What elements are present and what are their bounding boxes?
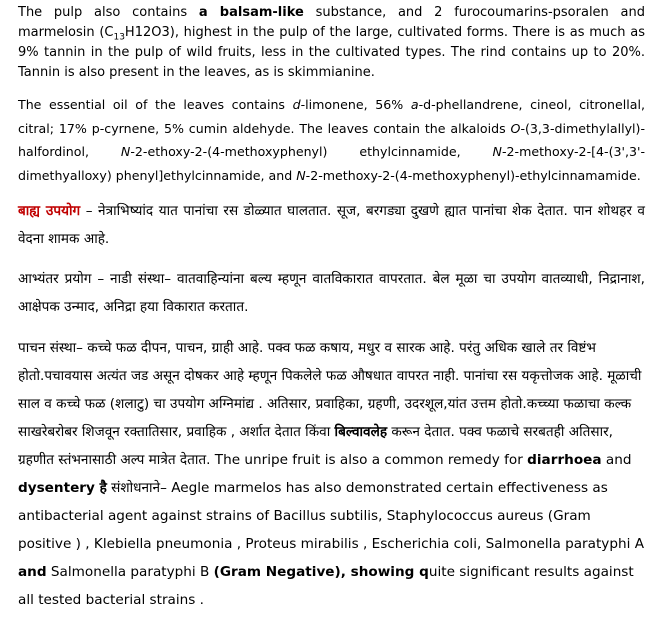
text: पाचन संस्था– कच्चे फळ दीपन, पाचन, ग्राही आहे. पक्व फळ कषाय, मधुर व सारक आहे. परंतु अधिक खाले तर विष्टंभ होतो.पचावयास अत्यंत जड असून दोषकर आहे म्हणून पिकलेले फळ औषधात वापरत नाही. पानांचा रस यकृत्तोजक आहे. मूळाची साल व कच्चे फळ (शलाटु) चा उपयोग अग्निमांद्य . अतिसार, प्रवाहिका, ग्रहणी, उदरशूल,यांत उत्तम होतो.कच्च्या फळाचा कल्क साखरेबरोबर शिजवून रक्तातिसार, प्रवाहिक , अर्शात देतात किंवा	[18, 340, 642, 440]
bold-text: (Gram Negative), showing q	[213, 564, 429, 580]
text: -2-ethoxy-2-(4-methoxyphenyl) ethylcinnamide,	[130, 144, 493, 159]
paragraph-pulp	[18, 3, 645, 83]
italic-text: N	[120, 144, 131, 159]
text: -2-methoxy-2-[4-(3',3'-dimethyalloxy) phenyl]ethylcinnamide, and	[18, 144, 645, 183]
text: H12O3), highest in the pulp of the large, cultivated forms. There is as much as 9% tannin in the pulp of wild fruits, less in the cultivated types. The rind contains up to 20%. Tannin is also present in the leaves, as is skimmianine.	[18, 25, 645, 80]
bold-text: dysentery है	[18, 480, 107, 496]
italic-text: d	[292, 97, 301, 112]
text: -2-methoxy-2-(4-methoxyphenyl)-ethylcinnamamide.	[305, 167, 641, 183]
section-heading: बाह्य उपयोग	[18, 203, 81, 219]
italic-text: O	[510, 120, 521, 136]
bold-text: diarrhoea	[527, 452, 602, 468]
italic-text: N	[296, 167, 306, 183]
text: संशोधनाने– Aegle marmelos has also demonstrated certain effectiveness as antibacterial agent against strains of Bacillus subtilis, Staphylococcus aureus (Gram positive ) , Klebiella pneumonia , Proteus mirabilis , Escherichia coli, Salmonella paratyphi A	[18, 480, 644, 552]
text: The pulp also contains	[18, 5, 199, 20]
text: Salmonella paratyphi B	[46, 564, 214, 580]
italic-text: a	[410, 97, 419, 112]
text: -d-phellandrene, cineol, citronellal, citral; 17% p-cyrnene, 5% cumin aldehyde. The leaves contain the alkaloids	[18, 97, 645, 136]
italic-text: N	[492, 144, 502, 159]
bold-text: and	[18, 564, 47, 580]
text: The essential oil of the leaves contains	[18, 97, 293, 112]
text: – नेत्राभिष्यांद यात पानांचा रस डोळ्यात घालतात. सूज, बरगड्या दुखणे ह्यात पानांचा शेक देतात. पान शोथहर व वेदना शामक आहे.	[18, 203, 645, 247]
text: substance, and 2 furocoumarins-psoralen and marmelosin (C	[18, 5, 645, 40]
paragraph-essential-oil	[18, 93, 645, 187]
paragraph-internal-use	[18, 265, 645, 321]
text: -(3,3-dimethylallyl)-halfordinol,	[18, 120, 645, 159]
text: The unripe fruit is also a common remedy for	[210, 452, 528, 468]
text: and	[601, 452, 632, 468]
paragraph-external-use	[18, 197, 645, 253]
text: uite significant results against all tested bacterial strains .	[18, 564, 634, 608]
bold-text: a balsam-like	[198, 5, 304, 20]
text: आभ्यंतर प्रयोग – नाडी संस्था– वातवाहिन्यांना बल्य म्हणून वातविकारात वापरतात. बेल मूळा चा उपयोग वातव्याधी, निद्रानाश, आक्षेपक उन्माद, अनिद्रा हया विकारात करतात.	[18, 271, 645, 315]
subscript: 13	[113, 32, 125, 43]
paragraph-digestive-system	[18, 334, 645, 614]
text: करून देतात. पक्व फळाचे सरबतही अतिसार, ग्रहणीत स्तंभनासाठी अल्प मात्रेत देतात.	[18, 424, 613, 468]
text: -limonene, 56%	[300, 97, 411, 112]
bold-text: बिल्वावलेह	[334, 424, 388, 440]
